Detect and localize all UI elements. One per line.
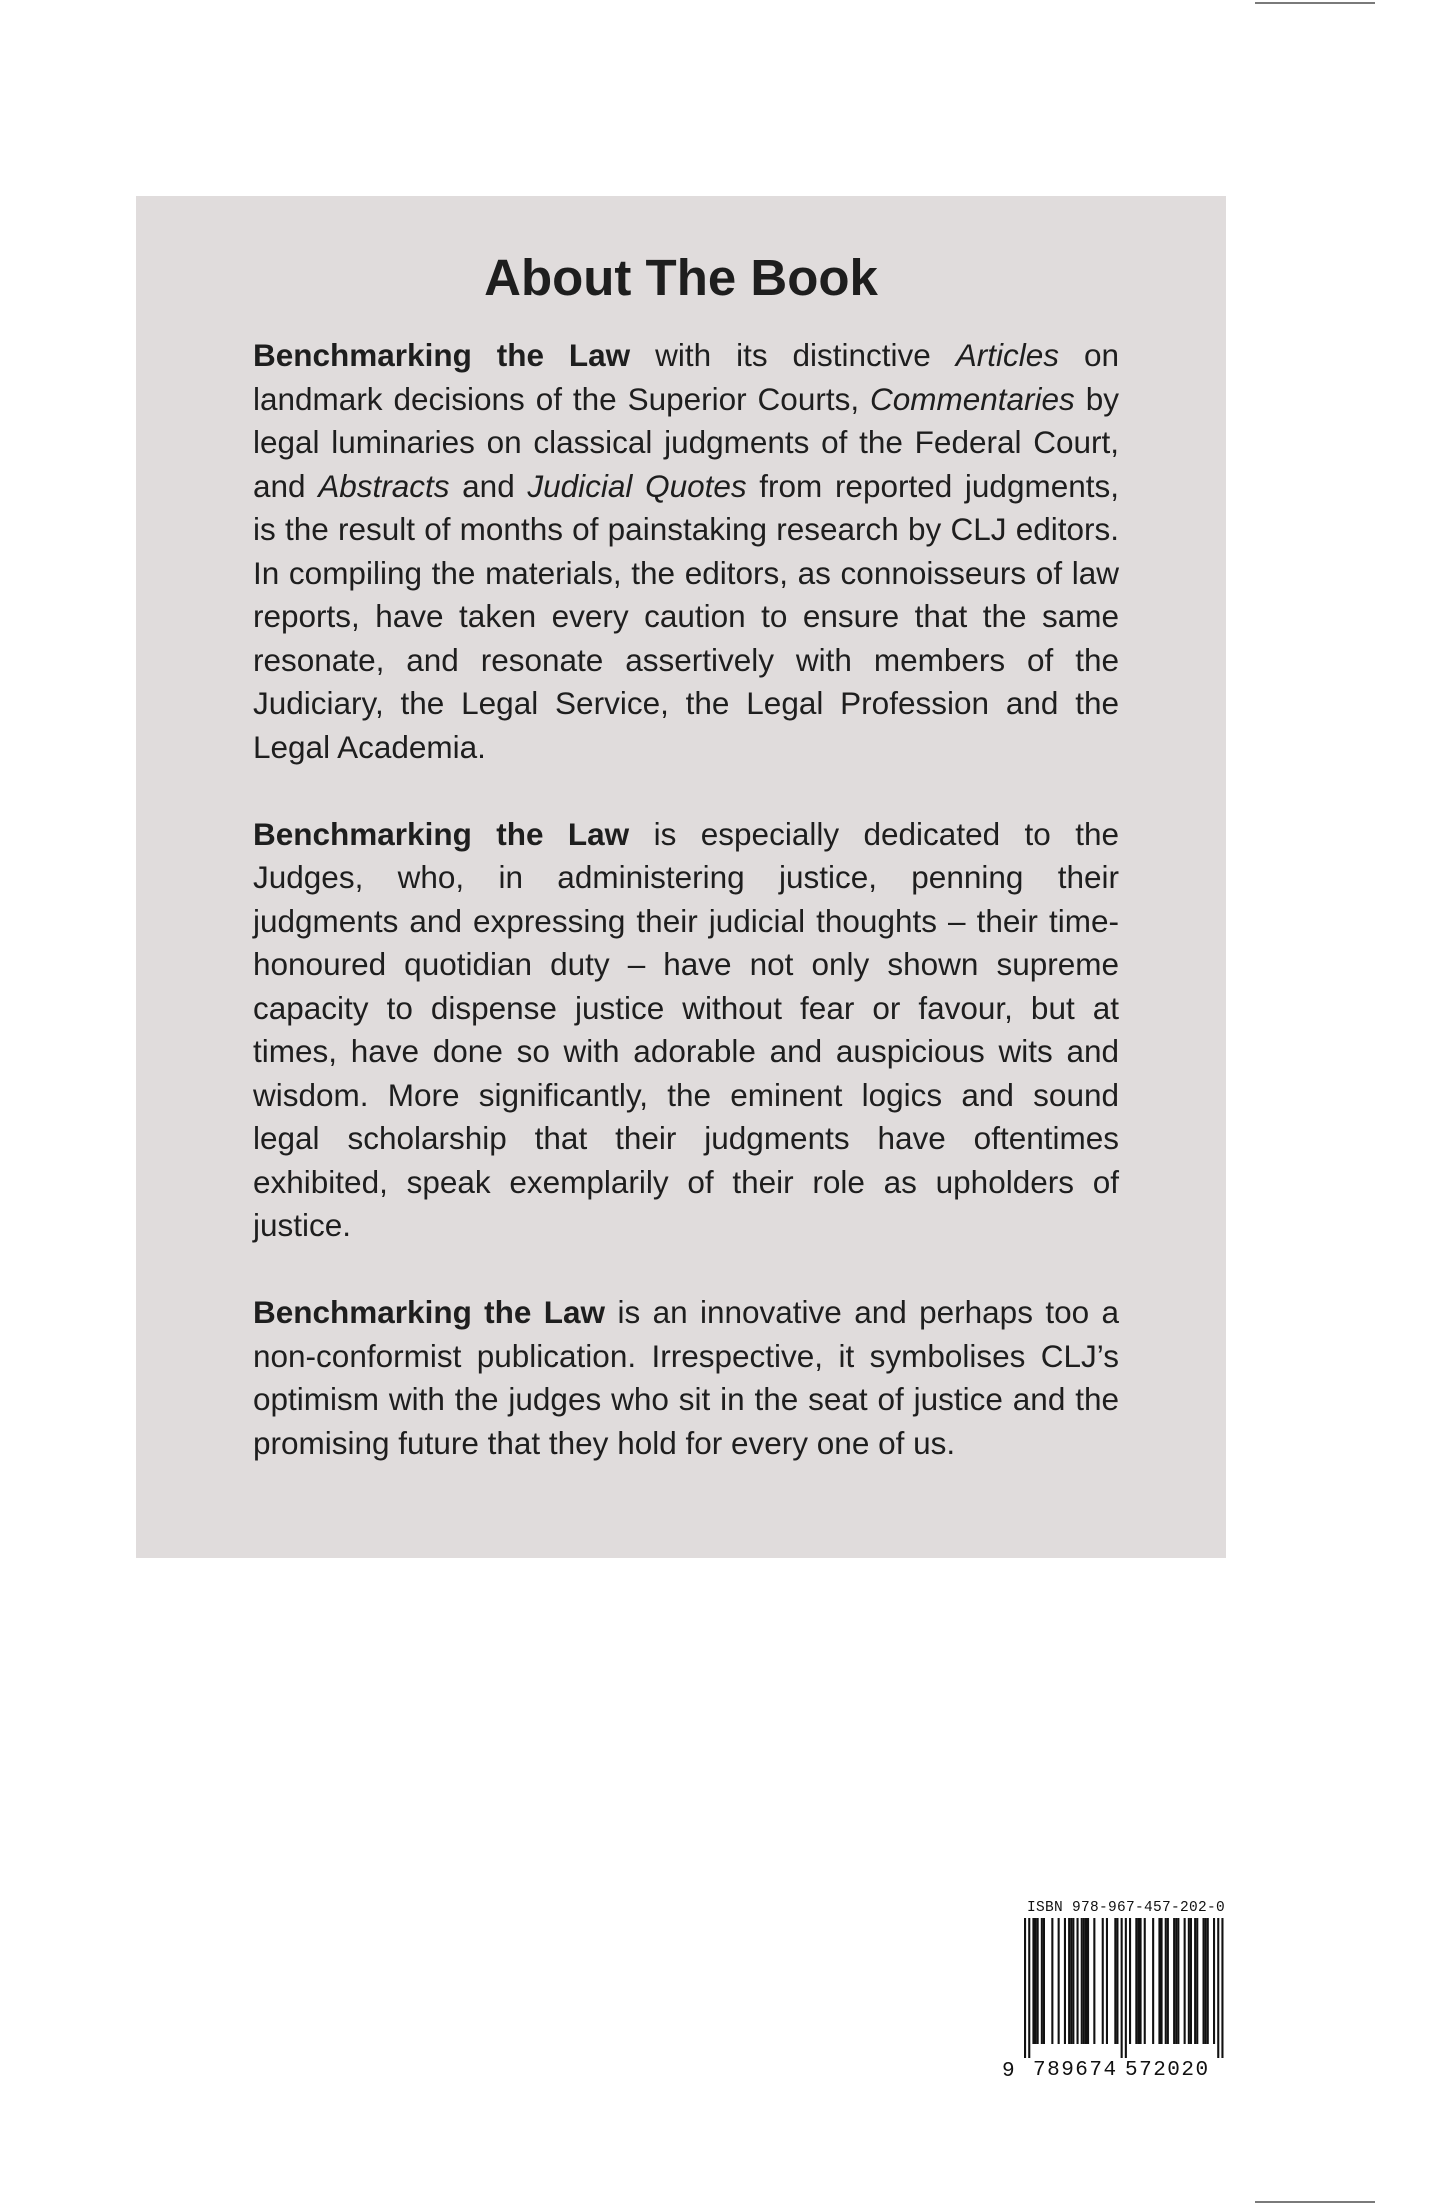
barcode-bar [1081, 1918, 1083, 2044]
paragraph-1-run-1: Benchmarking the Law [253, 337, 631, 373]
barcode-guard-bar [1121, 1918, 1123, 2058]
barcode-bar [1041, 1918, 1043, 2044]
barcode-lead-digit: 9 [1002, 2060, 1015, 2083]
barcode-bar [1032, 1918, 1034, 2044]
barcode-bar [1175, 1918, 1177, 2044]
barcode-bar [1072, 1918, 1074, 2044]
barcode-bar [1087, 1918, 1089, 2044]
paragraph-1-run-3: Articles [955, 337, 1060, 373]
paragraph-1-run-2: with its distinctive [630, 337, 956, 373]
barcode-bar [1167, 1918, 1169, 2044]
paragraph-1-run-4: on landmark decisions of the Superior Courts, [253, 337, 1119, 417]
barcode-bars [1000, 1918, 1230, 2076]
barcode-bar [1207, 1918, 1209, 2044]
barcode-guard-bar [1028, 1918, 1030, 2058]
barcode-guard-bar [1024, 1918, 1026, 2058]
barcode-bar [1196, 1918, 1198, 2044]
barcode-bar [1116, 1918, 1118, 2044]
barcode-bar [1205, 1918, 1207, 2044]
barcode-bar [1203, 1918, 1205, 2044]
barcode-bar [1106, 1918, 1108, 2044]
barcode-bar [1165, 1918, 1167, 2044]
isbn-barcode [1000, 1900, 1230, 2090]
barcode-bar [1068, 1918, 1070, 2044]
barcode-bar [1144, 1918, 1146, 2044]
paragraph-1-run-7: Abstracts [318, 467, 450, 504]
barcode-bar [1137, 1918, 1139, 2044]
isbn-label: ISBN 978-967-457-202-0 [1027, 1900, 1226, 1916]
paragraph-1-run-10: from reported judgments, is the result of months of painstaking research by CLJ editors. In compiling the materials, the editors, as connoisseurs of law reports, have taken every caution to ensure that the same resonate, and resonate assertively with members of the Judiciary, the Legal Service, the Legal Profession and the Legal Academia. [253, 467, 1119, 765]
paragraph-1-run-8: and [449, 467, 528, 504]
barcode-bar [1093, 1918, 1095, 2044]
paragraph-3-run-2: is an innovative and perhaps too a non-conformist publication. Irrespective, it symbolises CLJ’s optimism with the judges who sit in the seat of justice and the promising future that they hold for every one of us. [253, 1294, 1120, 1461]
about-title: About The Book [484, 249, 878, 306]
about-the-book-panel [136, 196, 1226, 1558]
crop-mark-top [1255, 2, 1375, 4]
barcode-bar [1129, 1918, 1131, 2044]
barcode-bar [1140, 1918, 1142, 2044]
barcode-bar [1135, 1918, 1137, 2044]
barcode-bar [1083, 1918, 1085, 2044]
paragraph-1-run-6: by legal luminaries on classical judgments of the Federal Court, and [253, 380, 1119, 504]
barcode-bar [1043, 1918, 1045, 2044]
barcode-bar [1058, 1918, 1060, 2044]
barcode-bar [1085, 1918, 1087, 2044]
barcode-bar [1161, 1918, 1163, 2044]
barcode-bar [1194, 1918, 1196, 2044]
about-paragraph-3 [253, 1291, 1119, 1465]
paragraph-2-run-2: is especially dedicated to the Judges, who, in administering justice, penning their judgments and expressing their judicial thoughts – their time-honoured quotidian duty – have not only shown supreme capacity to dispense justice without fear or favour, but at times, have done so with adorable and auspicious wits and wisdom. More significantly, the eminent logics and sound legal scholarship that their judgments have oftentimes exhibited, speak exemplarily of their role as upholders of justice. [253, 815, 1120, 1243]
barcode-bar [1070, 1918, 1072, 2044]
paragraph-1-run-5: Commentaries [870, 380, 1075, 417]
barcode-bar [1213, 1918, 1215, 2044]
barcode-bar [1077, 1918, 1079, 2044]
about-paragraph-2 [253, 813, 1119, 1248]
barcode-bar [1152, 1918, 1154, 2044]
barcode-bar [1190, 1918, 1192, 2044]
about-paragraph-1 [253, 334, 1119, 769]
barcode-bar [1102, 1918, 1104, 2044]
paragraph-3-run-1: Benchmarking the Law [253, 1294, 606, 1330]
crop-mark-bottom [1255, 2201, 1375, 2203]
barcode-bar [1158, 1918, 1160, 2044]
barcode-bar [1188, 1918, 1190, 2044]
barcode-bar [1035, 1918, 1037, 2044]
barcode-left-digits: 789674 [1033, 2059, 1118, 2082]
barcode-right-digits: 572020 [1125, 2059, 1210, 2082]
barcode-bar [1037, 1918, 1039, 2044]
about-body [253, 334, 1119, 1509]
barcode-guard-bar [1217, 1918, 1219, 2058]
paragraph-2-run-1: Benchmarking the Law [253, 815, 630, 852]
barcode-bar [1114, 1918, 1116, 2044]
barcode-guard-bar [1125, 1918, 1127, 2058]
barcode-bar [1051, 1918, 1053, 2044]
barcode-bar [1064, 1918, 1066, 2044]
barcode-bar [1177, 1918, 1179, 2044]
barcode-bar [1173, 1918, 1175, 2044]
barcode-guard-bar [1221, 1918, 1223, 2058]
barcode-bar [1184, 1918, 1186, 2044]
paragraph-1-run-9: Judicial Quotes [527, 467, 747, 504]
